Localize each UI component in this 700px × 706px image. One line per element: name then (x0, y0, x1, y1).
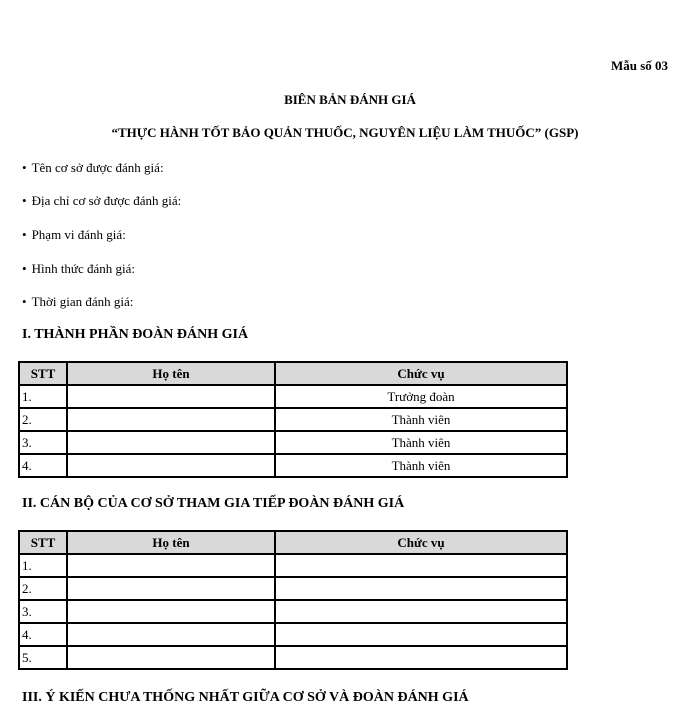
cell-name (67, 408, 275, 431)
table-row (19, 577, 567, 600)
table-row (19, 554, 567, 577)
field-time (22, 294, 133, 310)
cell-stt: 4. (19, 454, 67, 477)
column-header-name: Họ tên (67, 531, 275, 554)
facility-staff-table (18, 530, 568, 670)
bullet: • (22, 294, 27, 309)
document-title: BIÊN BẢN ĐÁNH GIÁ (284, 92, 416, 107)
section1-heading: I. THÀNH PHẦN ĐOÀN ĐÁNH GIÁ (22, 327, 249, 342)
cell-position (275, 623, 567, 646)
field-label: Hình thức đánh giá: (31, 261, 136, 276)
table-row (19, 646, 567, 669)
cell-position: Thành viên (275, 431, 567, 454)
column-header-name: Họ tên (67, 362, 275, 385)
cell-stt: 1. (19, 385, 67, 408)
cell-position (275, 646, 567, 669)
bullet: • (22, 160, 27, 175)
field-form (22, 261, 135, 277)
cell-name (67, 454, 275, 477)
cell-position (275, 600, 567, 623)
table-header-row (19, 362, 567, 385)
cell-name (67, 600, 275, 623)
field-label: Phạm vi đánh giá: (31, 227, 126, 242)
cell-name (67, 554, 275, 577)
table-row (19, 408, 567, 431)
cell-stt: 5. (19, 646, 67, 669)
table-row (19, 431, 567, 454)
cell-stt: 3. (19, 431, 67, 454)
cell-position (275, 554, 567, 577)
table-row (19, 600, 567, 623)
column-header-position: Chức vụ (275, 531, 567, 554)
field-facility-address (22, 193, 181, 209)
cell-name (67, 623, 275, 646)
cell-position (275, 577, 567, 600)
cell-name (67, 431, 275, 454)
cell-name (67, 385, 275, 408)
bullet: • (22, 227, 27, 242)
field-label: Tên cơ sở được đánh giá: (31, 160, 164, 175)
table-row (19, 385, 567, 408)
field-scope (22, 227, 126, 243)
table-row (19, 623, 567, 646)
section3-heading: III. Ý KIẾN CHƯA THỐNG NHẤT GIỮA CƠ SỞ VÀ ĐOÀN ĐÁNH GIÁ (22, 690, 469, 705)
column-header-stt: STT (19, 531, 67, 554)
cell-position: Thành viên (275, 454, 567, 477)
cell-position: Thành viên (275, 408, 567, 431)
document-subtitle: “THỰC HÀNH TỐT BẢO QUẢN THUỐC, NGUYÊN LIỆU LÀM THUỐC” (GSP) (111, 125, 579, 140)
cell-stt: 3. (19, 600, 67, 623)
form-number: Mẫu số 03 (610, 58, 668, 73)
assessment-team-table (18, 361, 568, 478)
cell-stt: 2. (19, 408, 67, 431)
column-header-position: Chức vụ (275, 362, 567, 385)
cell-stt: 1. (19, 554, 67, 577)
section2-heading: II. CÁN BỘ CỦA CƠ SỞ THAM GIA TIẾP ĐOÀN ĐÁNH GIÁ (22, 496, 405, 511)
cell-stt: 4. (19, 623, 67, 646)
cell-position: Trưởng đoàn (275, 385, 567, 408)
table-header-row (19, 531, 567, 554)
field-label: Địa chỉ cơ sở được đánh giá: (31, 193, 182, 208)
field-label: Thời gian đánh giá: (31, 294, 134, 309)
cell-name (67, 577, 275, 600)
bullet: • (22, 261, 27, 276)
field-facility-name (22, 160, 164, 176)
cell-stt: 2. (19, 577, 67, 600)
column-header-stt: STT (19, 362, 67, 385)
cell-name (67, 646, 275, 669)
bullet: • (22, 193, 27, 208)
table-row (19, 454, 567, 477)
